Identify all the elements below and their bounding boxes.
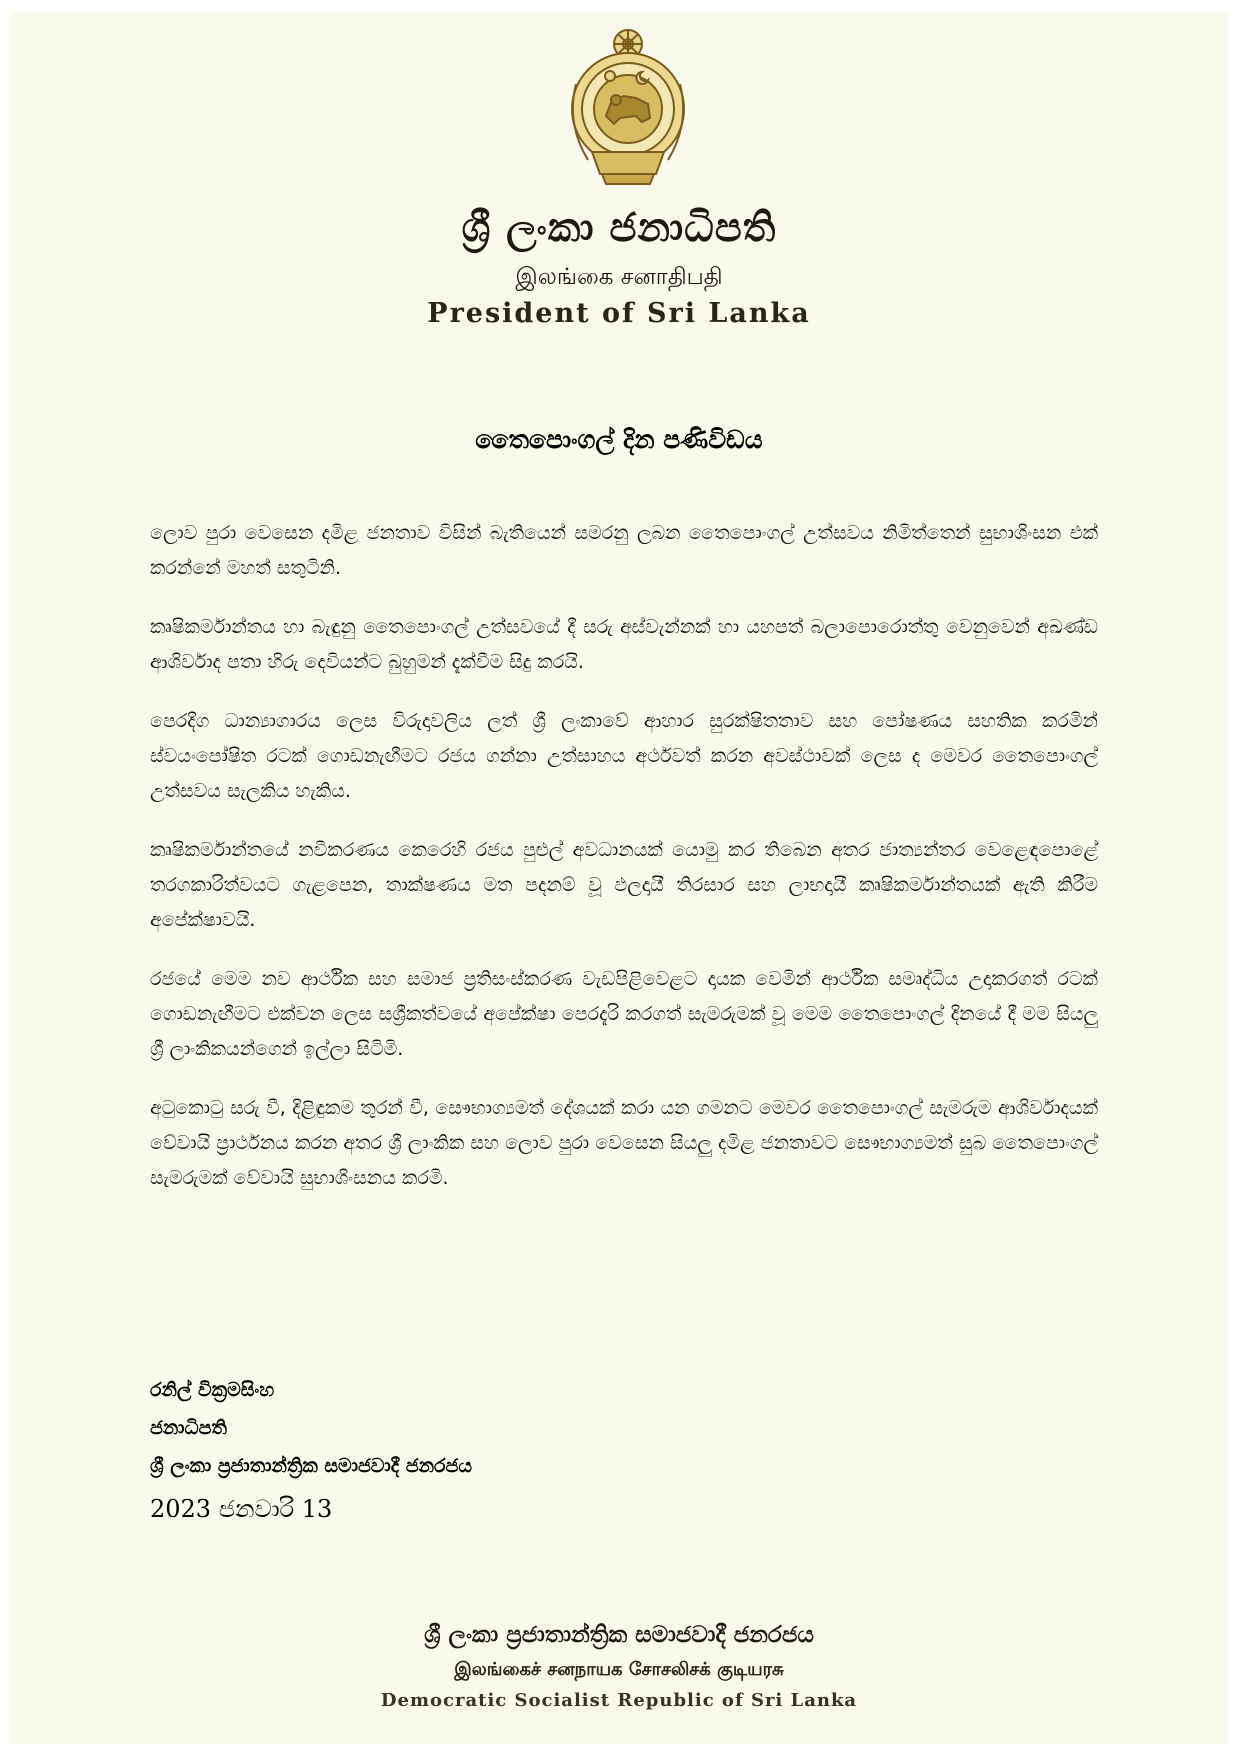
footer-tamil: இலங்கைச் சனநாயக சோசலிசக் குடியரசு [454, 1659, 784, 1680]
message-body [150, 516, 1098, 1220]
header-title-sinhala: ශ්‍රී ලංකා ජනාධිපති [461, 204, 777, 251]
message-paragraph: කෘෂිකර්මාන්තයේ නවීකරණය කෙරෙහි රජය පුළුල් අවධානයක් යොමු කර තිබෙන අතර ජාත්‍යන්තර වෙළෙඳපොළේ තරගකාරිත්වයට ගැළපෙන, තාක්ෂණය මත පදනම් වූ ඵලදායී තිරසාර සහ ලාභදායී කෘෂිකර්මාන්තයක් ඇති කිරීම අපේක්ෂාවයි. [150, 839, 1098, 931]
message-paragraph: අටුකොටු සරු වී, දිළිඳුකම තුරන් වී, සෞභාග්‍යමත් දේශයක් කරා යන ගමනට මෙවර තෛපොංගල් සැමරුම ආශිර්වාදයක් වේවායි ප්‍රාර්ථනය කරන අතර ශ්‍රී ලාංකික සහ ලොව පුරා වෙසෙන සියලු දමිළ ජනතාවට සෞභාග්‍යමත් සුබ තෛපොංගල් සැමරුමක් වේවායි සුභාශිංසනය කරමි. [150, 1097, 1098, 1189]
signature-block [150, 1371, 472, 1485]
message-paragraph: පෙරදිග ධාන්‍යාගාරය ලෙස විරුදාවලිය ලත් ශ්‍රී ලංකාවේ ආහාර සුරක්ෂිතතාව සහ පෝෂණය සහතික කරමින් ස්වයංපෝෂිත රටක් ගොඩනැඟීමට රජය ගන්නා උත්සාහය අර්ථවත් කරන අවස්ථාවක් ලෙස ද මෙවර තෛපොංගල් උත්සවය සැලකිය හැකිය. [150, 710, 1098, 802]
letter-page [10, 12, 1228, 1744]
signatory-country: ශ්‍රී ලංකා ප්‍රජාතාන්ත්‍රික සමාජවාදී ජනරජය [150, 1455, 473, 1477]
signatory-designation: ජනාධිපති [150, 1417, 227, 1439]
message-paragraph: රජයේ මෙම නව ආර්ථික සහ සමාජ ප්‍රතිසංස්කරණ වැඩපිළිවෙළට දායක වෙමින් ආර්ථික සමෘද්ධිය උදාකරගත් රටක් ගොඩනැඟීමට එක්වන ලෙස සශ්‍රීකත්වයේ අපේක්ෂා පෙරදැරි කරගත් සැමරුමක් වූ මෙම තෛපොංගල් දිනයේ දී මම සියලු ශ්‍රී ලාංකිකයන්ගෙන් ඉල්ලා සිටිමි. [150, 968, 1098, 1060]
footer-sinhala: ශ්‍රී ලංකා ප්‍රජාතාන්ත්‍රික සමාජවාදී ජනරජය [424, 1621, 814, 1648]
message-paragraph: කෘෂිකර්මාන්තය හා බැඳුනු තෛපොංගල් උත්සවයේ දී සරු අස්වැන්නක් හා යහපත් බලාපොරොත්තු වෙනුවෙන් අඛණ්ඩ ආශිර්වාද පතා හිරු දෙවියන්ට බුහුමන් දැක්වීම සිදු කරයි. [150, 616, 1098, 673]
message-paragraph: ලොව පුරා වෙසෙන දමිළ ජනතාව විසින් බැතියෙන් සමරනු ලබන තෛපොංගල් උත්සවය නිමිත්තෙන් සුභාශිංසන එක් කරන්නේ මහත් සතුටිනි. [150, 522, 1098, 579]
national-emblem-icon [558, 24, 698, 190]
letter-date: 2023 ජනවාරි 13 [150, 1495, 333, 1523]
header-title-tamil: இலங்கை சனாதிபதி [515, 264, 723, 290]
signatory-name: රනිල් වික්‍රමසිංහ [150, 1379, 275, 1401]
footer-english: Democratic Socialist Republic of Sri Lanka [380, 1690, 858, 1711]
header-title-english: President of Sri Lanka [427, 298, 811, 329]
message-title: තෛපොංගල් දින පණිවිඩය [475, 425, 763, 454]
